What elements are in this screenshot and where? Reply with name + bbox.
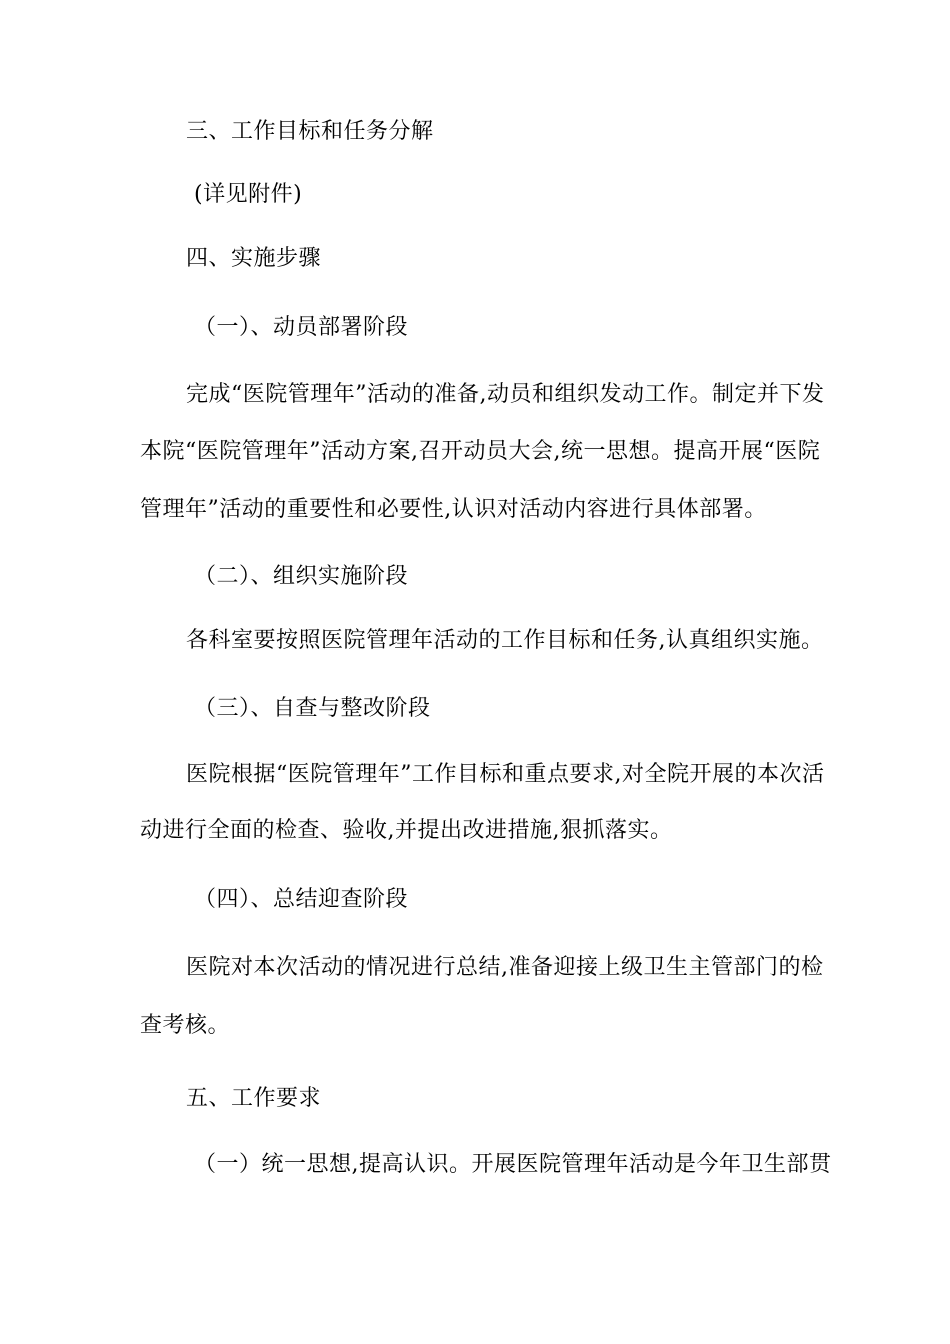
paragraph-line: 各科室要按照医院管理年活动的工作目标和任务,认真组织实施。 bbox=[186, 628, 824, 653]
section-heading-4: 四、实施步骤 bbox=[186, 246, 322, 271]
paragraph-line: 动进行全面的检查、验收,并提出改进措施,狠抓落实。 bbox=[140, 818, 673, 843]
section-heading-3: 三、工作目标和任务分解 bbox=[186, 119, 434, 144]
section-heading-5: 五、工作要求 bbox=[186, 1086, 322, 1111]
paragraph-line: 查考核。 bbox=[140, 1013, 231, 1038]
step-heading-4: （四）、总结迎查阶段 bbox=[194, 887, 409, 912]
paragraph-line: 管理年”活动的重要性和必要性,认识对活动内容进行具体部署。 bbox=[140, 497, 767, 522]
see-attachment-note: (详见附件) bbox=[194, 182, 303, 207]
requirement-line-1: （一）统一思想,提高认识。开展医院管理年活动是今年卫生部贯 bbox=[194, 1152, 832, 1177]
paragraph-line: 医院根据“医院管理年”工作目标和重点要求,对全院开展的本次活 bbox=[186, 762, 825, 787]
step-heading-3: （三）、自查与整改阶段 bbox=[194, 696, 431, 721]
paragraph-line: 完成“医院管理年”活动的准备,动员和组织发动工作。制定并下发 bbox=[186, 382, 825, 407]
step-heading-2: （二）、组织实施阶段 bbox=[194, 564, 409, 589]
paragraph-line: 医院对本次活动的情况进行总结,准备迎接上级卫生主管部门的检 bbox=[186, 955, 824, 980]
step-heading-1: （一）、动员部署阶段 bbox=[194, 315, 409, 340]
paragraph-line: 本院“医院管理年”活动方案,召开动员大会,统一思想。提高开展“医院 bbox=[140, 439, 821, 464]
